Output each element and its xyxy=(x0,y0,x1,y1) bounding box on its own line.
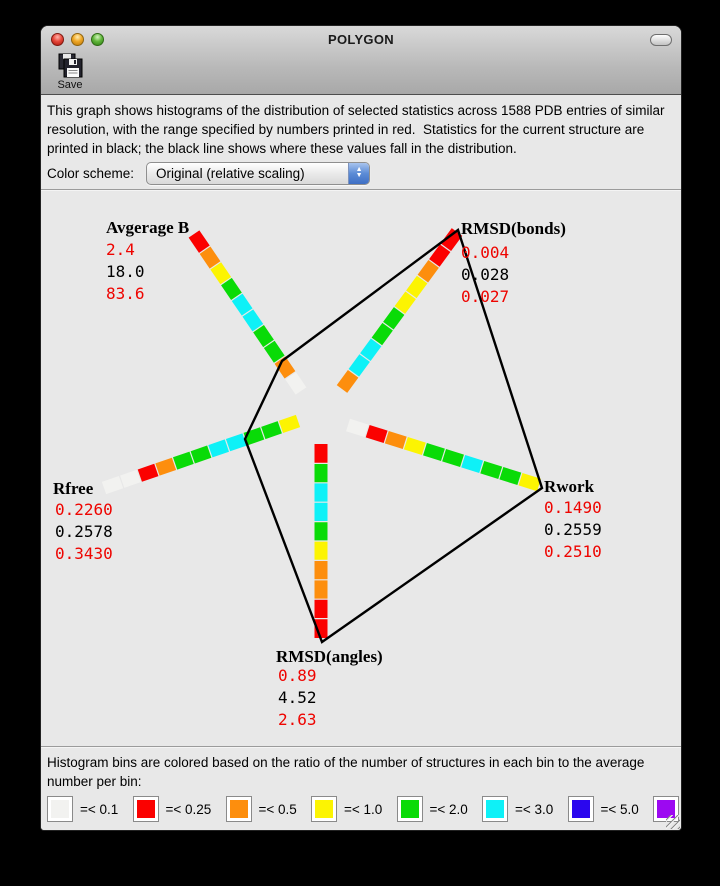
legend-swatch-blue xyxy=(568,796,594,822)
legend-label: =< 1.0 xyxy=(344,801,383,817)
rfree-labels xyxy=(53,479,113,563)
titlebar[interactable] xyxy=(41,26,681,53)
save-floppy-icon xyxy=(55,53,85,78)
color-scheme-select[interactable] xyxy=(146,162,370,185)
polygon-plot xyxy=(45,193,679,745)
legend-swatch-yellow xyxy=(311,796,337,822)
rmsd_bonds-range-high: 0.027 xyxy=(461,287,510,306)
rfree-axis-label: Rfree xyxy=(53,479,94,498)
rwork-range-low: 0.1490 xyxy=(544,498,602,517)
rmsd_bonds-axis-label: RMSD(bonds) xyxy=(461,219,566,238)
rmsd_angles-range-low: 0.89 xyxy=(278,666,317,685)
rwork-axis-label: Rwork xyxy=(544,477,595,496)
rmsd_angles-range-high: 2.63 xyxy=(278,710,317,729)
color-scheme-row xyxy=(47,161,370,185)
rmsd_bonds-labels xyxy=(461,219,566,306)
color-scheme-label: Color scheme: xyxy=(47,165,135,181)
average_b-range-high: 83.6 xyxy=(106,284,145,303)
rfree-range-low: 0.2260 xyxy=(55,500,113,519)
legend-item-green xyxy=(397,796,468,822)
resize-grip[interactable] xyxy=(666,815,680,829)
polygon-window xyxy=(40,25,682,831)
popup-stepper-icon: ▲ ▼ xyxy=(348,163,369,184)
rmsd_angles-axis-label: RMSD(angles) xyxy=(276,647,383,666)
rmsd_bonds-histogram-bar xyxy=(342,232,457,389)
rwork-range-high: 0.2510 xyxy=(544,542,602,561)
window-title: POLYGON xyxy=(328,32,394,47)
legend-label: =< 0.5 xyxy=(258,801,297,817)
plot-area xyxy=(45,193,679,745)
description-text: This graph shows histograms of the distribution of selected statistics across 1588 PDB entries of similar resolution, with the range specified by numbers printed in red. Statistics for the current structure are printed in black; the black line shows where these values fall in the distribution. xyxy=(47,103,669,156)
save-button[interactable] xyxy=(50,53,90,93)
average_b-current-value: 18.0 xyxy=(106,262,145,281)
rmsd_angles-labels xyxy=(276,647,383,729)
legend-label: =< 2.0 xyxy=(429,801,468,817)
legend-label: =< 5.0 xyxy=(600,801,639,817)
rwork-histogram-bar xyxy=(348,425,539,485)
rwork-labels xyxy=(544,477,602,561)
average_b-histogram-bar xyxy=(194,234,301,391)
legend-swatch-white xyxy=(47,796,73,822)
legend-item-orange xyxy=(226,796,297,822)
separator-top xyxy=(41,189,681,190)
rfree-histogram-bar xyxy=(104,421,298,488)
legend-item-blue xyxy=(568,796,639,822)
legend-swatch-orange xyxy=(226,796,252,822)
average_b-range-low: 2.4 xyxy=(106,240,135,259)
legend-swatch-green xyxy=(397,796,423,822)
legend-label: =< 0.25 xyxy=(165,801,212,817)
save-button-label: Save xyxy=(57,79,83,91)
rmsd_angles-current-value: 4.52 xyxy=(278,688,317,707)
average_b-labels xyxy=(106,218,189,303)
legend-label: =< 0.1 xyxy=(80,801,119,817)
rfree-range-high: 0.3430 xyxy=(55,544,113,563)
legend-item-white xyxy=(47,796,118,822)
rmsd_bonds-current-value: 0.028 xyxy=(461,265,510,284)
legend-label: =< 3.0 xyxy=(515,801,554,817)
legend-item-yellow xyxy=(311,796,382,822)
rmsd_bonds-range-low: 0.004 xyxy=(461,243,510,262)
legend-row xyxy=(47,795,679,823)
average_b-axis-label: Avgerage B xyxy=(106,218,190,237)
legend-swatch-red xyxy=(133,796,159,822)
legend-description-text: Histogram bins are colored based on the ratio of the number of structures in each bin to the average number per bin: xyxy=(47,755,649,789)
rwork-current-value: 0.2559 xyxy=(544,520,602,539)
window-content xyxy=(41,95,681,830)
legend-item-cyan xyxy=(482,796,553,822)
toolbar-toggle-button[interactable] xyxy=(650,34,672,46)
rfree-current-value: 0.2578 xyxy=(55,522,113,541)
color-scheme-selected-value: Original (relative scaling) xyxy=(156,165,305,181)
window-chrome xyxy=(41,26,681,95)
legend-swatch-cyan xyxy=(482,796,508,822)
separator-bottom xyxy=(41,746,681,747)
legend-item-red xyxy=(133,796,212,822)
